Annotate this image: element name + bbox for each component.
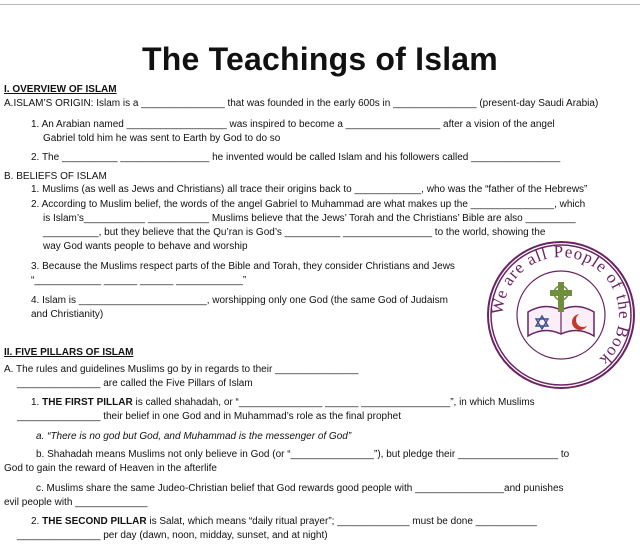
section-heading-five-pillars: II. FIVE PILLARS OF ISLAM	[4, 347, 134, 358]
line-the-invented: 2. The __________ ________________ he invented would be called Islam and his followers called ________________	[31, 152, 561, 163]
line-christianity: and Christianity)	[31, 309, 104, 320]
line-islam-is: 4. Islam is _______________________, worshipping only one God (the same God of Judaism	[31, 295, 448, 306]
line-gabriel-told: Gabriel told him he was sent to Earth by God to do so	[43, 133, 281, 144]
line-beliefs-heading: B. BELIEFS OF ISLAM	[4, 171, 107, 182]
line-god-reward: God to gain the reward of Heaven in the afterlife	[4, 463, 217, 474]
page-title: The Teachings of Islam	[142, 41, 498, 77]
second-pillar-number: 2.	[31, 516, 43, 527]
section-heading-overview: I. OVERVIEW OF ISLAM	[4, 84, 117, 95]
seal-graphic	[486, 240, 636, 390]
line-five-pillars: _______________ are called the Five Pillars of Islam	[17, 378, 253, 389]
line-rules: A. The rules and guidelines Muslims go by in regards to their _______________	[4, 364, 359, 375]
line-people-blank: “____________ ______ ______ ____________”	[31, 275, 247, 286]
line-first-pillar	[31, 397, 535, 409]
first-pillar-text: is called shahadah, or “_______________ ______ ________________”, in which Muslims	[132, 397, 535, 408]
top-rule	[0, 4, 640, 5]
line-shahadah-means: b. Shahadah means Muslims not only believe in God (or “_______________”), but pledge their __________________ to	[36, 449, 570, 460]
line-per-day: _______________ per day (dawn, noon, midday, sunset, and at night)	[17, 530, 328, 541]
line-islams: is Islam’s___________ ___________ Muslims believe that the Jews’ Torah and the Christians’ Bible are also _________	[43, 213, 576, 224]
line-way-god: way God wants people to behave and worship	[43, 241, 248, 252]
line-belief-god: _______________ their belief in one God and in Muhammad’s role as the final prophet	[17, 411, 401, 422]
second-pillar-text: is Salat, which means “daily ritual prayer”; _____________ must be done ___________	[146, 516, 537, 527]
line-islam-origin: A.ISLAM’S ORIGIN: Islam is a _______________ that was founded in the early 600s in _______________ (present-day Saudi Arabia)	[4, 98, 599, 109]
first-pillar-number: 1.	[31, 397, 43, 408]
line-muslim-belief: 2. According to Muslim belief, the words of the angel Gabriel to Muhammad are what makes up the _______________, which	[31, 199, 586, 210]
people-of-the-book-seal	[486, 240, 636, 390]
line-second-pillar	[31, 516, 537, 528]
seal-ring-text: We are all People of the Book	[487, 241, 635, 371]
line-judeo-christian: c. Muslims share the same Judeo-Christian belief that God rewards good people with ________________and punishes	[36, 483, 564, 494]
line-quote-shahadah: a. “There is no god but God, and Muhammad is the messenger of God”	[36, 431, 352, 442]
second-pillar-label: THE SECOND PILLAR	[42, 516, 147, 527]
line-respect: 3. Because the Muslims respect parts of the Bible and Torah, they consider Christians and Jews	[31, 261, 455, 272]
line-quran: __________, but they believe that the Qu’ran is God’s __________ ________________ to the world, showing the	[43, 227, 546, 238]
line-arabian-named: 1. An Arabian named __________________ was inspired to become a _________________ after a vision of the angel	[31, 119, 555, 130]
first-pillar-label: THE FIRST PILLAR	[42, 397, 133, 408]
line-trace-origins: 1. Muslims (as well as Jews and Christians) all trace their origins back to ____________, who was the “father of the Hebrews”	[31, 184, 588, 195]
line-evil-people: evil people with _____________	[4, 497, 148, 508]
